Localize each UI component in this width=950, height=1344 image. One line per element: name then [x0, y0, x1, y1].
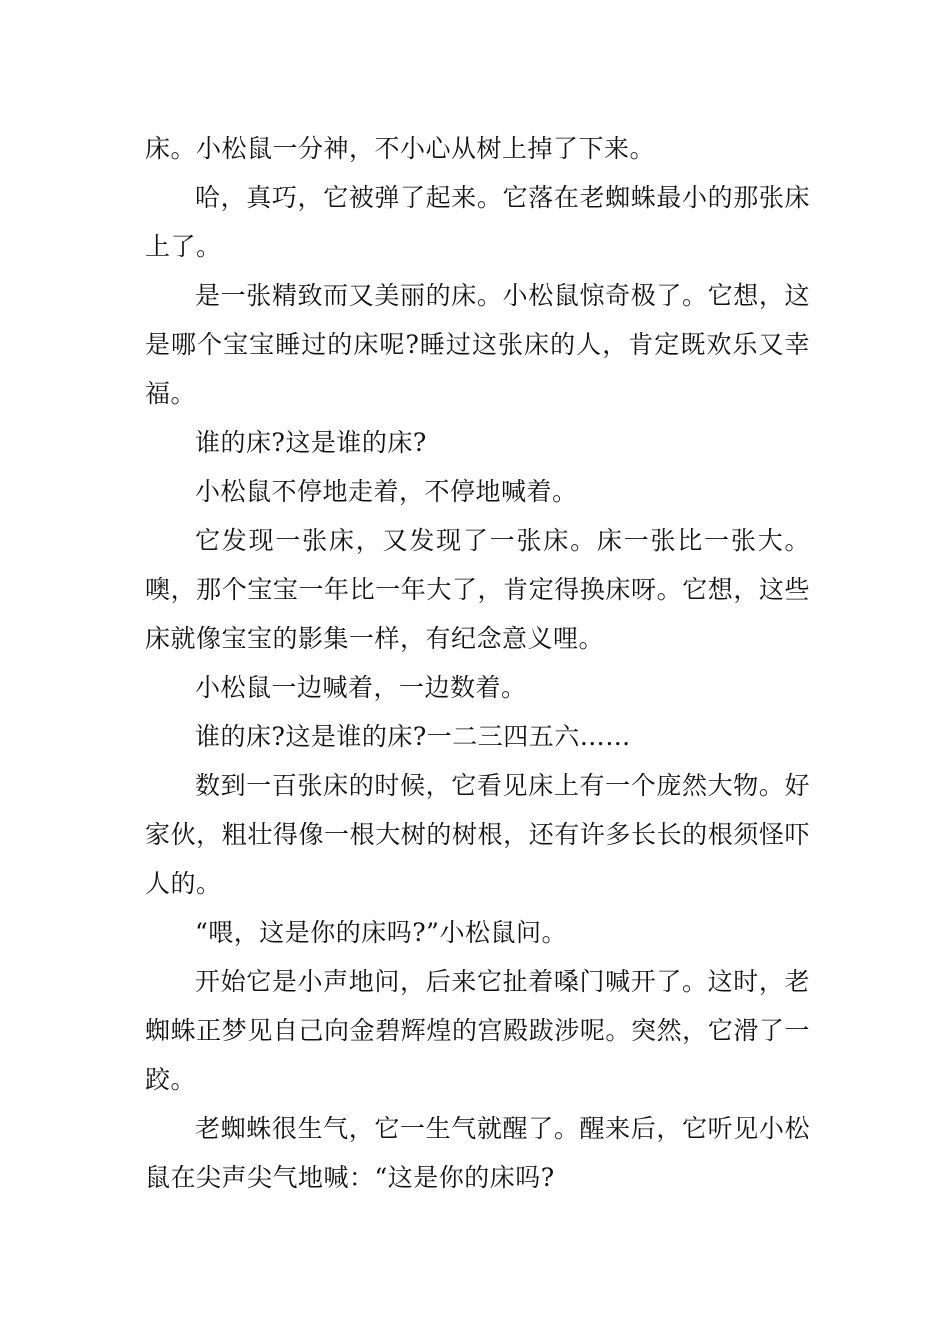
- paragraph-10: “喂，这是你的床吗?”小松鼠问。: [195, 918, 567, 947]
- paragraph-7: 小松鼠一边喊着，一边数着。: [195, 673, 527, 702]
- paragraph-5: 小松鼠不停地走着，不停地喊着。: [195, 477, 578, 506]
- paragraph-3: 是一张精致而又美丽的床。小松鼠惊奇极了。它想，这是哪个宝宝睡过的床呢?睡过这张床的人，肯定既欢乐又幸福。: [145, 281, 810, 408]
- paragraph-12: 老蜘蛛很生气，它一生气就醒了。醒来后，它听见小松鼠在尖声尖气地喊：“这是你的床吗?: [145, 1114, 810, 1192]
- document-page: [145, 124, 810, 1202]
- paragraph-6: 它发现一张床，又发现了一张床。床一张比一张大。噢，那个宝宝一年比一年大了，肯定得换床呀。它想，这些床就像宝宝的影集一样，有纪念意义哩。: [145, 526, 810, 653]
- paragraph-9: 数到一百张床的时候，它看见床上有一个庞然大物。好家伙，粗壮得像一根大树的树根，还有许多长长的根须怪吓人的。: [145, 771, 810, 898]
- paragraph-4: 谁的床?这是谁的床?: [195, 428, 427, 457]
- paragraph-1: 床。小松鼠一分神，不小心从树上掉了下来。: [145, 134, 656, 163]
- paragraph-2: 哈，真巧，它被弹了起来。它落在老蜘蛛最小的那张床上了。: [145, 183, 810, 261]
- paragraph-11: 开始它是小声地问，后来它扯着嗓门喊开了。这时，老蜘蛛正梦见自己向金碧辉煌的宫殿跋涉呢。突然，它滑了一跤。: [145, 967, 810, 1094]
- paragraph-8: 谁的床?这是谁的床?一二三四五六……: [195, 722, 631, 751]
